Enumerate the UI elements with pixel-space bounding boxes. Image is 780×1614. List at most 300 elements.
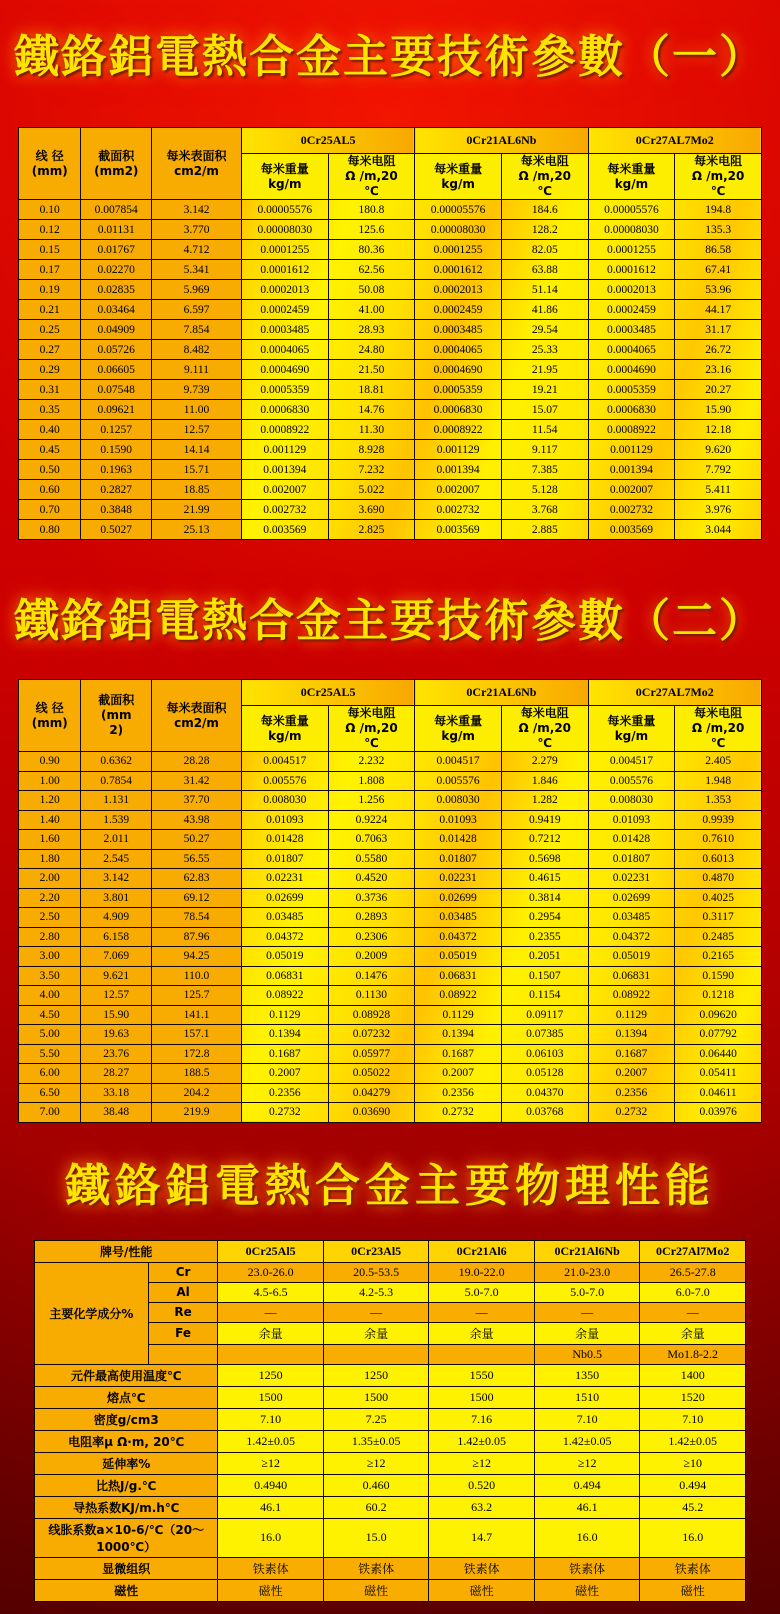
row-label-cell: 熔点℃ [35,1386,218,1408]
column-header-cell: 每米电阻 Ω /m,20 ℃ [328,706,415,752]
table-cell: 15.90 [81,1005,152,1025]
table-cell: 1.42±0.05 [429,1430,535,1452]
table-cell: 3.976 [675,500,762,520]
table-row [35,1518,746,1557]
material-header-cell: 0Cr27Al7Mo2 [640,1240,746,1262]
table-cell: 0.1257 [81,420,152,440]
table-cell: 1.42±0.05 [640,1430,746,1452]
table-row [35,1364,746,1386]
table-cell: 0.08928 [328,1005,415,1025]
table-cell: 0.0003485 [241,320,328,340]
table-cell: 16.0 [534,1518,640,1557]
table-cell: 1.80 [19,849,81,869]
table-cell: 0.0004065 [588,340,675,360]
table-cell: 0.004517 [415,752,502,772]
table-cell: 0.0002013 [241,280,328,300]
table-cell: 0.1963 [81,460,152,480]
table-cell: 0.1129 [241,1005,328,1025]
material-header-cell: 0Cr21Al6 [429,1240,535,1262]
column-header-cell: 每米重量 kg/m [588,706,675,752]
table-cell: 0.08922 [588,986,675,1006]
table-cell: 0.02835 [81,280,152,300]
table-cell: 29.54 [501,320,588,340]
table-cell: 0.17 [19,260,81,280]
table-cell: 9.117 [501,440,588,460]
table-cell: 9.621 [81,966,152,986]
row-label-cell: 延伸率% [35,1452,218,1474]
table-header-row [19,680,762,706]
table-cell: 6.158 [81,927,152,947]
table-cell: 23.16 [675,360,762,380]
table-cell: 56.55 [152,849,242,869]
row-label-cell: 显微组织 [35,1557,218,1579]
table-cell: 0.0004065 [241,340,328,360]
table-header-row [19,128,762,154]
table-row [19,1083,762,1103]
element-label-cell: Re [148,1302,218,1322]
table-cell: 0.1476 [328,966,415,986]
table-cell: 0.15 [19,240,81,260]
table-cell: 11.30 [328,420,415,440]
table-cell: 50.08 [328,280,415,300]
table-cell: 0.008030 [415,791,502,811]
row-label-cell: 线胀系数a×10-6/℃（20～1000℃） [35,1518,218,1557]
table-cell: 0.1590 [81,440,152,460]
table-cell: 0.00005576 [588,200,675,220]
table-cell: 1.35±0.05 [323,1430,429,1452]
table-cell: 0.03464 [81,300,152,320]
material-header-cell: 0Cr27AL7Mo2 [588,680,761,706]
table-cell: 0.9939 [675,810,762,830]
table-cell: 7.854 [152,320,242,340]
table-cell: 0.00008030 [415,220,502,240]
table-cell: 12.18 [675,420,762,440]
table-cell: 0.04372 [588,927,675,947]
table-cell: 0.005576 [415,771,502,791]
table-cell: 15.90 [675,400,762,420]
column-header-cell: 每米电阻 Ω /m,20 ℃ [501,706,588,752]
table-cell: 0.001129 [588,440,675,460]
table-cell: 0.0002459 [241,300,328,320]
table-row [35,1430,746,1452]
table-cell: 0.0005359 [415,380,502,400]
table-cell: 0.04279 [328,1083,415,1103]
table-cell: 53.96 [675,280,762,300]
table-cell: 0.0002459 [588,300,675,320]
table-cell: 0.3117 [675,908,762,928]
table-cell: 0.60 [19,480,81,500]
table-cell: 0.1130 [328,986,415,1006]
table-cell: 8.482 [152,340,242,360]
table-cell: 87.96 [152,927,242,947]
row-label-cell: 密度g/cm3 [35,1408,218,1430]
table-row [19,280,762,300]
table-row [19,752,762,772]
table-cell: 6.597 [152,300,242,320]
table-cell: 0.29 [19,360,81,380]
table-row [19,1025,762,1045]
table-cell: 5.969 [152,280,242,300]
table-row [19,320,762,340]
table-cell: 23.76 [81,1044,152,1064]
table-cell: 8.928 [328,440,415,460]
table-cell: Nb0.5 [534,1344,640,1364]
table-row [19,220,762,240]
table-cell: 38.48 [81,1103,152,1123]
table-cell: 0.08922 [241,986,328,1006]
table-cell: 3.770 [152,220,242,240]
table-cell: 0.0001612 [241,260,328,280]
table-cell: 1.60 [19,830,81,850]
table-cell: 16.0 [218,1518,324,1557]
table-cell: 0.460 [323,1474,429,1496]
table-cell: 0.2827 [81,480,152,500]
table-cell: 19.21 [501,380,588,400]
table-cell: ≥10 [640,1452,746,1474]
table-cell: 6.00 [19,1064,81,1084]
table-cell: 0.001129 [415,440,502,460]
table-cell: 28.28 [152,752,242,772]
table-cell: 1550 [429,1364,535,1386]
table-cell: 0.7212 [501,830,588,850]
table-row [19,360,762,380]
table-cell: 0.00005576 [415,200,502,220]
table-cell: 0.01093 [241,810,328,830]
param-table-2 [18,679,762,1123]
table-cell: 0.07792 [675,1025,762,1045]
table-cell: 0.10 [19,200,81,220]
column-header-cell: 每米重量 kg/m [241,706,328,752]
table-cell: 0.27 [19,340,81,360]
table-cell: 0.01093 [588,810,675,830]
table-cell: 0.5027 [81,520,152,540]
table-cell: 14.14 [152,440,242,460]
column-header-cell: 截面积 (mm 2) [81,680,152,752]
table-cell: 1.42±0.05 [218,1430,324,1452]
table-cell: 0.7063 [328,830,415,850]
table-cell: 1.00 [19,771,81,791]
table-cell: 51.14 [501,280,588,300]
table-cell: 0.0008922 [241,420,328,440]
table-cell: 7.10 [218,1408,324,1430]
column-header-cell: 每米表面积 cm2/m [152,128,242,200]
table-cell: 20.27 [675,380,762,400]
table-cell: 43.98 [152,810,242,830]
table-cell: 0.002732 [415,500,502,520]
table-cell: 铁素体 [640,1557,746,1579]
column-header-cell: 每米电阻 Ω /m,20 ℃ [675,154,762,200]
page-title-param-1: 鐵鉻鋁電熱合金主要技術參數（一） [13,30,766,83]
table-cell: 0.007854 [81,200,152,220]
table-cell: 1500 [218,1386,324,1408]
table-cell: 0.1129 [415,1005,502,1025]
table-cell: 余量 [429,1322,535,1344]
element-label-cell: Fe [148,1322,218,1344]
table-cell: 0.7610 [675,830,762,850]
table-cell: 172.8 [152,1044,242,1064]
table-cell: 0.1394 [588,1025,675,1045]
table-row [35,1496,746,1518]
table-cell: Mo1.8-2.2 [640,1344,746,1364]
table-cell: 0.2007 [241,1064,328,1084]
column-header-cell: 线 径 (mm) [19,680,81,752]
table-cell: 5.50 [19,1044,81,1064]
table-header-row [35,1240,746,1262]
table-cell: 0.05128 [501,1064,588,1084]
table-cell: 9.111 [152,360,242,380]
table-cell: 0.003569 [415,520,502,540]
table-cell: 0.3848 [81,500,152,520]
table-cell: 0.005576 [241,771,328,791]
table-cell: 0.0003485 [415,320,502,340]
table-cell: 0.04909 [81,320,152,340]
table-cell: 0.02270 [81,260,152,280]
table-cell: 1520 [640,1386,746,1408]
table-cell: 14.76 [328,400,415,420]
table-cell: 0.03690 [328,1103,415,1123]
table-cell: 219.9 [152,1103,242,1123]
table-cell: 5.0-7.0 [534,1282,640,1302]
table-cell: 0.494 [534,1474,640,1496]
table-cell: 0.05019 [415,947,502,967]
table-cell: 21.99 [152,500,242,520]
table-cell: 7.16 [429,1408,535,1430]
column-header-cell: 每米电阻 Ω /m,20 ℃ [675,706,762,752]
row-label-cell: 元件最高使用温度℃ [35,1364,218,1386]
table-row [19,380,762,400]
table-cell: 0.19 [19,280,81,300]
table-cell: 0.005576 [588,771,675,791]
table-cell: 1.282 [501,791,588,811]
material-header-cell: 0Cr25AL5 [241,128,414,154]
table-cell: 0.03485 [415,908,502,928]
page-title-param-2: 鐵鉻鋁電熱合金主要技術參數（二） [13,594,766,647]
table-cell: 2.885 [501,520,588,540]
table-cell: 0.2165 [675,947,762,967]
table-cell: 0.04611 [675,1083,762,1103]
table-cell: 0.01131 [81,220,152,240]
table-cell [218,1344,324,1364]
table-cell: 磁性 [640,1579,746,1601]
table-cell: 0.01428 [588,830,675,850]
table-row [19,480,762,500]
column-header-cell: 线 径 (mm) [19,128,81,200]
table-row [19,1103,762,1123]
table-row [35,1474,746,1496]
table-cell: 0.2007 [588,1064,675,1084]
table-cell: 磁性 [534,1579,640,1601]
table-cell: 5.0-7.0 [429,1282,535,1302]
table-cell: 0.002732 [241,500,328,520]
table-cell: 0.02699 [241,888,328,908]
table-cell: 0.04372 [241,927,328,947]
table-cell: 1.948 [675,771,762,791]
table-cell [323,1344,429,1364]
table-cell: 46.1 [218,1496,324,1518]
table-cell: 31.17 [675,320,762,340]
table-cell: 0.04372 [415,927,502,947]
table-cell: 0.2356 [241,1083,328,1103]
table-header [19,128,762,200]
table-row [35,1557,746,1579]
column-header-cell: 截面积 (mm2) [81,128,152,200]
material-header-cell: 0Cr21AL6Nb [415,128,588,154]
element-label-cell [148,1344,218,1364]
table-cell: 0.03485 [588,908,675,928]
table-cell: 余量 [323,1322,429,1344]
table-cell: 1510 [534,1386,640,1408]
table-cell: 0.1687 [241,1044,328,1064]
table-cell: 0.2485 [675,927,762,947]
table-cell: 18.81 [328,380,415,400]
table-cell: 0.06440 [675,1044,762,1064]
table-cell: 0.45 [19,440,81,460]
table-cell: 0.520 [429,1474,535,1496]
table-cell: 0.0008922 [588,420,675,440]
table-cell: 3.00 [19,947,81,967]
table-cell: 0.06605 [81,360,152,380]
table-cell: 0.4025 [675,888,762,908]
table-cell: 磁性 [323,1579,429,1601]
table-cell: 0.03485 [241,908,328,928]
table-cell: 184.6 [501,200,588,220]
table-cell: 0.2356 [588,1083,675,1103]
table-cell: 15.0 [323,1518,429,1557]
table-row [19,520,762,540]
table-cell: 0.09117 [501,1005,588,1025]
table-row [35,1452,746,1474]
table-cell: 0.00008030 [241,220,328,240]
table-cell: 25.33 [501,340,588,360]
table-cell: 2.825 [328,520,415,540]
table-cell: 4.909 [81,908,152,928]
table-cell: 0.03976 [675,1103,762,1123]
table-cell: 19.0-22.0 [429,1262,535,1282]
table-cell: 0.2732 [415,1103,502,1123]
table-cell: 15.71 [152,460,242,480]
table-cell: — [640,1302,746,1322]
material-header-cell: 0Cr27AL7Mo2 [588,128,761,154]
table-cell: 0.0006830 [588,400,675,420]
table-row [19,966,762,986]
table-cell: 0.0002013 [415,280,502,300]
table-cell: — [429,1302,535,1322]
table-cell: 0.1129 [588,1005,675,1025]
table-cell: 0.2356 [415,1083,502,1103]
table-cell: 0.001394 [588,460,675,480]
table-cell: 0.001394 [241,460,328,480]
table-cell: 1500 [323,1386,429,1408]
table-cell: 4.712 [152,240,242,260]
table-cell: 0.70 [19,500,81,520]
table-cell: 0.9419 [501,810,588,830]
column-header-cell: 每米重量 kg/m [415,154,502,200]
element-label-cell: Al [148,1282,218,1302]
table-cell: 0.04370 [501,1083,588,1103]
table-body [35,1240,746,1601]
table-cell: 63.88 [501,260,588,280]
table-cell: 0.01767 [81,240,152,260]
table-cell: 0.12 [19,220,81,240]
table-cell: 141.1 [152,1005,242,1025]
table-cell: 63.2 [429,1496,535,1518]
table-cell: 23.0-26.0 [218,1262,324,1282]
table-cell: 0.9224 [328,810,415,830]
table-cell: 0.07385 [501,1025,588,1045]
table-cell: 0.0006830 [241,400,328,420]
table-cell: 67.41 [675,260,762,280]
table-cell: 0.05019 [588,947,675,967]
table-cell: 21.50 [328,360,415,380]
table-cell: 0.0001255 [588,240,675,260]
table-cell: 18.85 [152,480,242,500]
table-cell: 余量 [640,1322,746,1344]
table-cell: 41.86 [501,300,588,320]
column-header-cell: 每米重量 kg/m [588,154,675,200]
table-row [19,830,762,850]
table-cell: — [218,1302,324,1322]
column-header-cell: 每米表面积 cm2/m [152,680,242,752]
table-cell: 3.801 [81,888,152,908]
table-cell: 0.0005359 [241,380,328,400]
table-cell: 26.5-27.8 [640,1262,746,1282]
table-cell: 0.02699 [415,888,502,908]
table-cell: 16.0 [640,1518,746,1557]
table-row [19,791,762,811]
table-cell: 0.494 [640,1474,746,1496]
table-cell: 0.6013 [675,849,762,869]
table-cell: 磁性 [429,1579,535,1601]
table-cell: 0.5580 [328,849,415,869]
column-header-cell: 每米电阻 Ω /m,20 ℃ [501,154,588,200]
table-cell: 2.545 [81,849,152,869]
table-cell: 5.00 [19,1025,81,1045]
table-cell: 33.18 [81,1083,152,1103]
table-cell: ≥12 [323,1452,429,1474]
table-row [19,340,762,360]
table-cell: 0.002007 [241,480,328,500]
table-cell: 3.50 [19,966,81,986]
table-cell: 1.20 [19,791,81,811]
table-cell: 125.6 [328,220,415,240]
table-cell: 188.5 [152,1064,242,1084]
table-cell: 86.58 [675,240,762,260]
table-cell: 0.008030 [241,791,328,811]
table-cell: 0.0003485 [588,320,675,340]
table-cell: 125.7 [152,986,242,1006]
table-cell: 28.93 [328,320,415,340]
table-cell: 0.05977 [328,1044,415,1064]
table-cell: 0.1218 [675,986,762,1006]
table-cell: 0.09620 [675,1005,762,1025]
material-header-cell: 0Cr25AL5 [241,680,414,706]
table-cell: 0.01428 [241,830,328,850]
table-cell [429,1344,535,1364]
table-cell: 7.232 [328,460,415,480]
table-cell: 3.768 [501,500,588,520]
table-cell: 7.00 [19,1103,81,1123]
table-cell: 25.13 [152,520,242,540]
table-cell: 50.27 [152,830,242,850]
table-cell: 4.50 [19,1005,81,1025]
table-cell: 0.004517 [241,752,328,772]
table-cell: 180.8 [328,200,415,220]
table-cell: 194.8 [675,200,762,220]
table-cell: 1.353 [675,791,762,811]
table-row [19,1044,762,1064]
table-cell: 7.069 [81,947,152,967]
row-label-cell: 磁性 [35,1579,218,1601]
